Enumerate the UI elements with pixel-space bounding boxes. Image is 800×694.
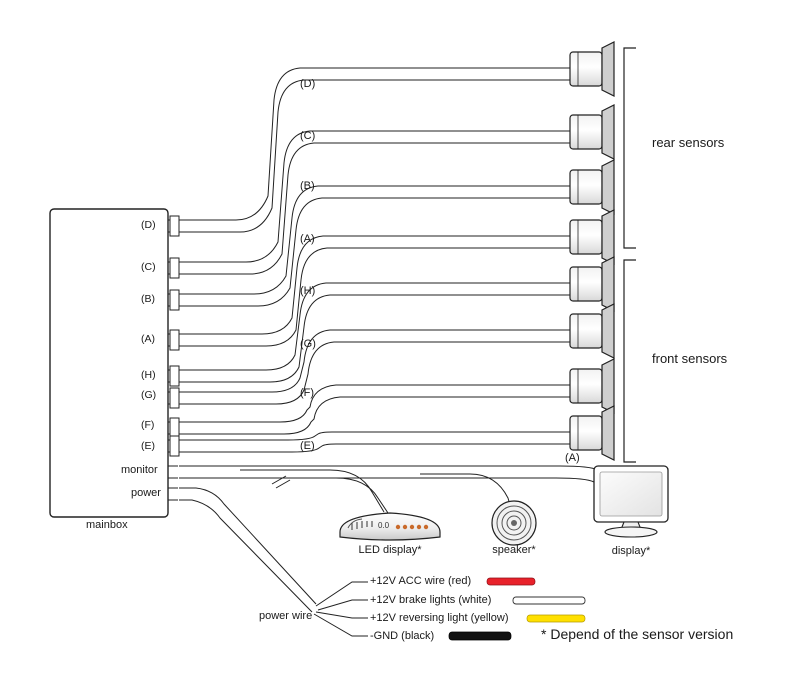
port-label-b: (B): [141, 293, 155, 305]
cable-label-e: (E): [300, 440, 315, 452]
sensor-rear-b: [570, 160, 614, 214]
mainbox-label: mainbox: [86, 519, 128, 531]
reversing-wire-swatch: [527, 615, 585, 622]
gnd-wire-swatch: [449, 632, 511, 640]
monitor-power-cables: [179, 466, 598, 516]
front-sensor-group: [570, 257, 614, 460]
display-device: [594, 466, 668, 537]
sensor-front-f: [570, 359, 614, 413]
acc-wire-label: +12V ACC wire (red): [370, 575, 472, 587]
led-display-label: LED display*: [358, 544, 422, 556]
rear-sensors-label: rear sensors: [652, 135, 725, 150]
port-label-monitor: monitor: [121, 464, 158, 476]
front-sensors-label: front sensors: [652, 351, 728, 366]
reversing-wire-label: +12V reversing light (yellow): [370, 612, 509, 624]
gnd-wire-label: -GND (black): [370, 630, 435, 642]
front-bracket: [624, 260, 636, 462]
port-label-f: (F): [141, 419, 155, 431]
port-label-a: (A): [141, 333, 155, 345]
port-label-g: (G): [141, 389, 157, 401]
speaker-device: [492, 501, 536, 545]
footnote: * Depend of the sensor version: [541, 626, 734, 642]
power-wire-label: power wire: [259, 610, 313, 622]
cable-label-b: (B): [300, 180, 315, 192]
port-label-h: (H): [141, 369, 156, 381]
led-display-value: 0.0: [378, 521, 390, 530]
cable-label-c: (C): [300, 130, 316, 142]
speaker-label: speaker*: [492, 544, 536, 556]
sensor-rear-c: [570, 105, 614, 159]
led-display-device: [340, 513, 440, 540]
cable-label-a: (A): [300, 233, 315, 245]
sensor-front-g: [570, 304, 614, 358]
port-label-c: (C): [141, 261, 156, 273]
brake-wire-label: +12V brake lights (white): [370, 594, 492, 606]
rear-bracket: [624, 48, 636, 248]
acc-wire-swatch: [487, 578, 535, 585]
mainbox-connectors: [170, 216, 179, 456]
port-label-power: power: [131, 487, 161, 499]
cable-label-d: (D): [300, 78, 316, 90]
sensor-label-bottom-a: (A): [565, 452, 580, 464]
sensor-cables: [179, 68, 573, 452]
cable-label-h: (H): [300, 285, 316, 297]
rear-sensor-group: [570, 42, 614, 264]
cable-label-g: (G): [300, 338, 316, 350]
brake-wire-swatch: [513, 597, 585, 604]
port-label-e: (E): [141, 440, 155, 452]
sensor-rear-a: [570, 210, 614, 264]
sensor-front-h: [570, 257, 614, 311]
display-label: display*: [611, 545, 651, 557]
group-brackets: [624, 48, 636, 462]
port-label-d: (D): [141, 219, 156, 231]
cable-label-f: (F): [300, 387, 315, 399]
sensor-rear-d: [570, 42, 614, 96]
